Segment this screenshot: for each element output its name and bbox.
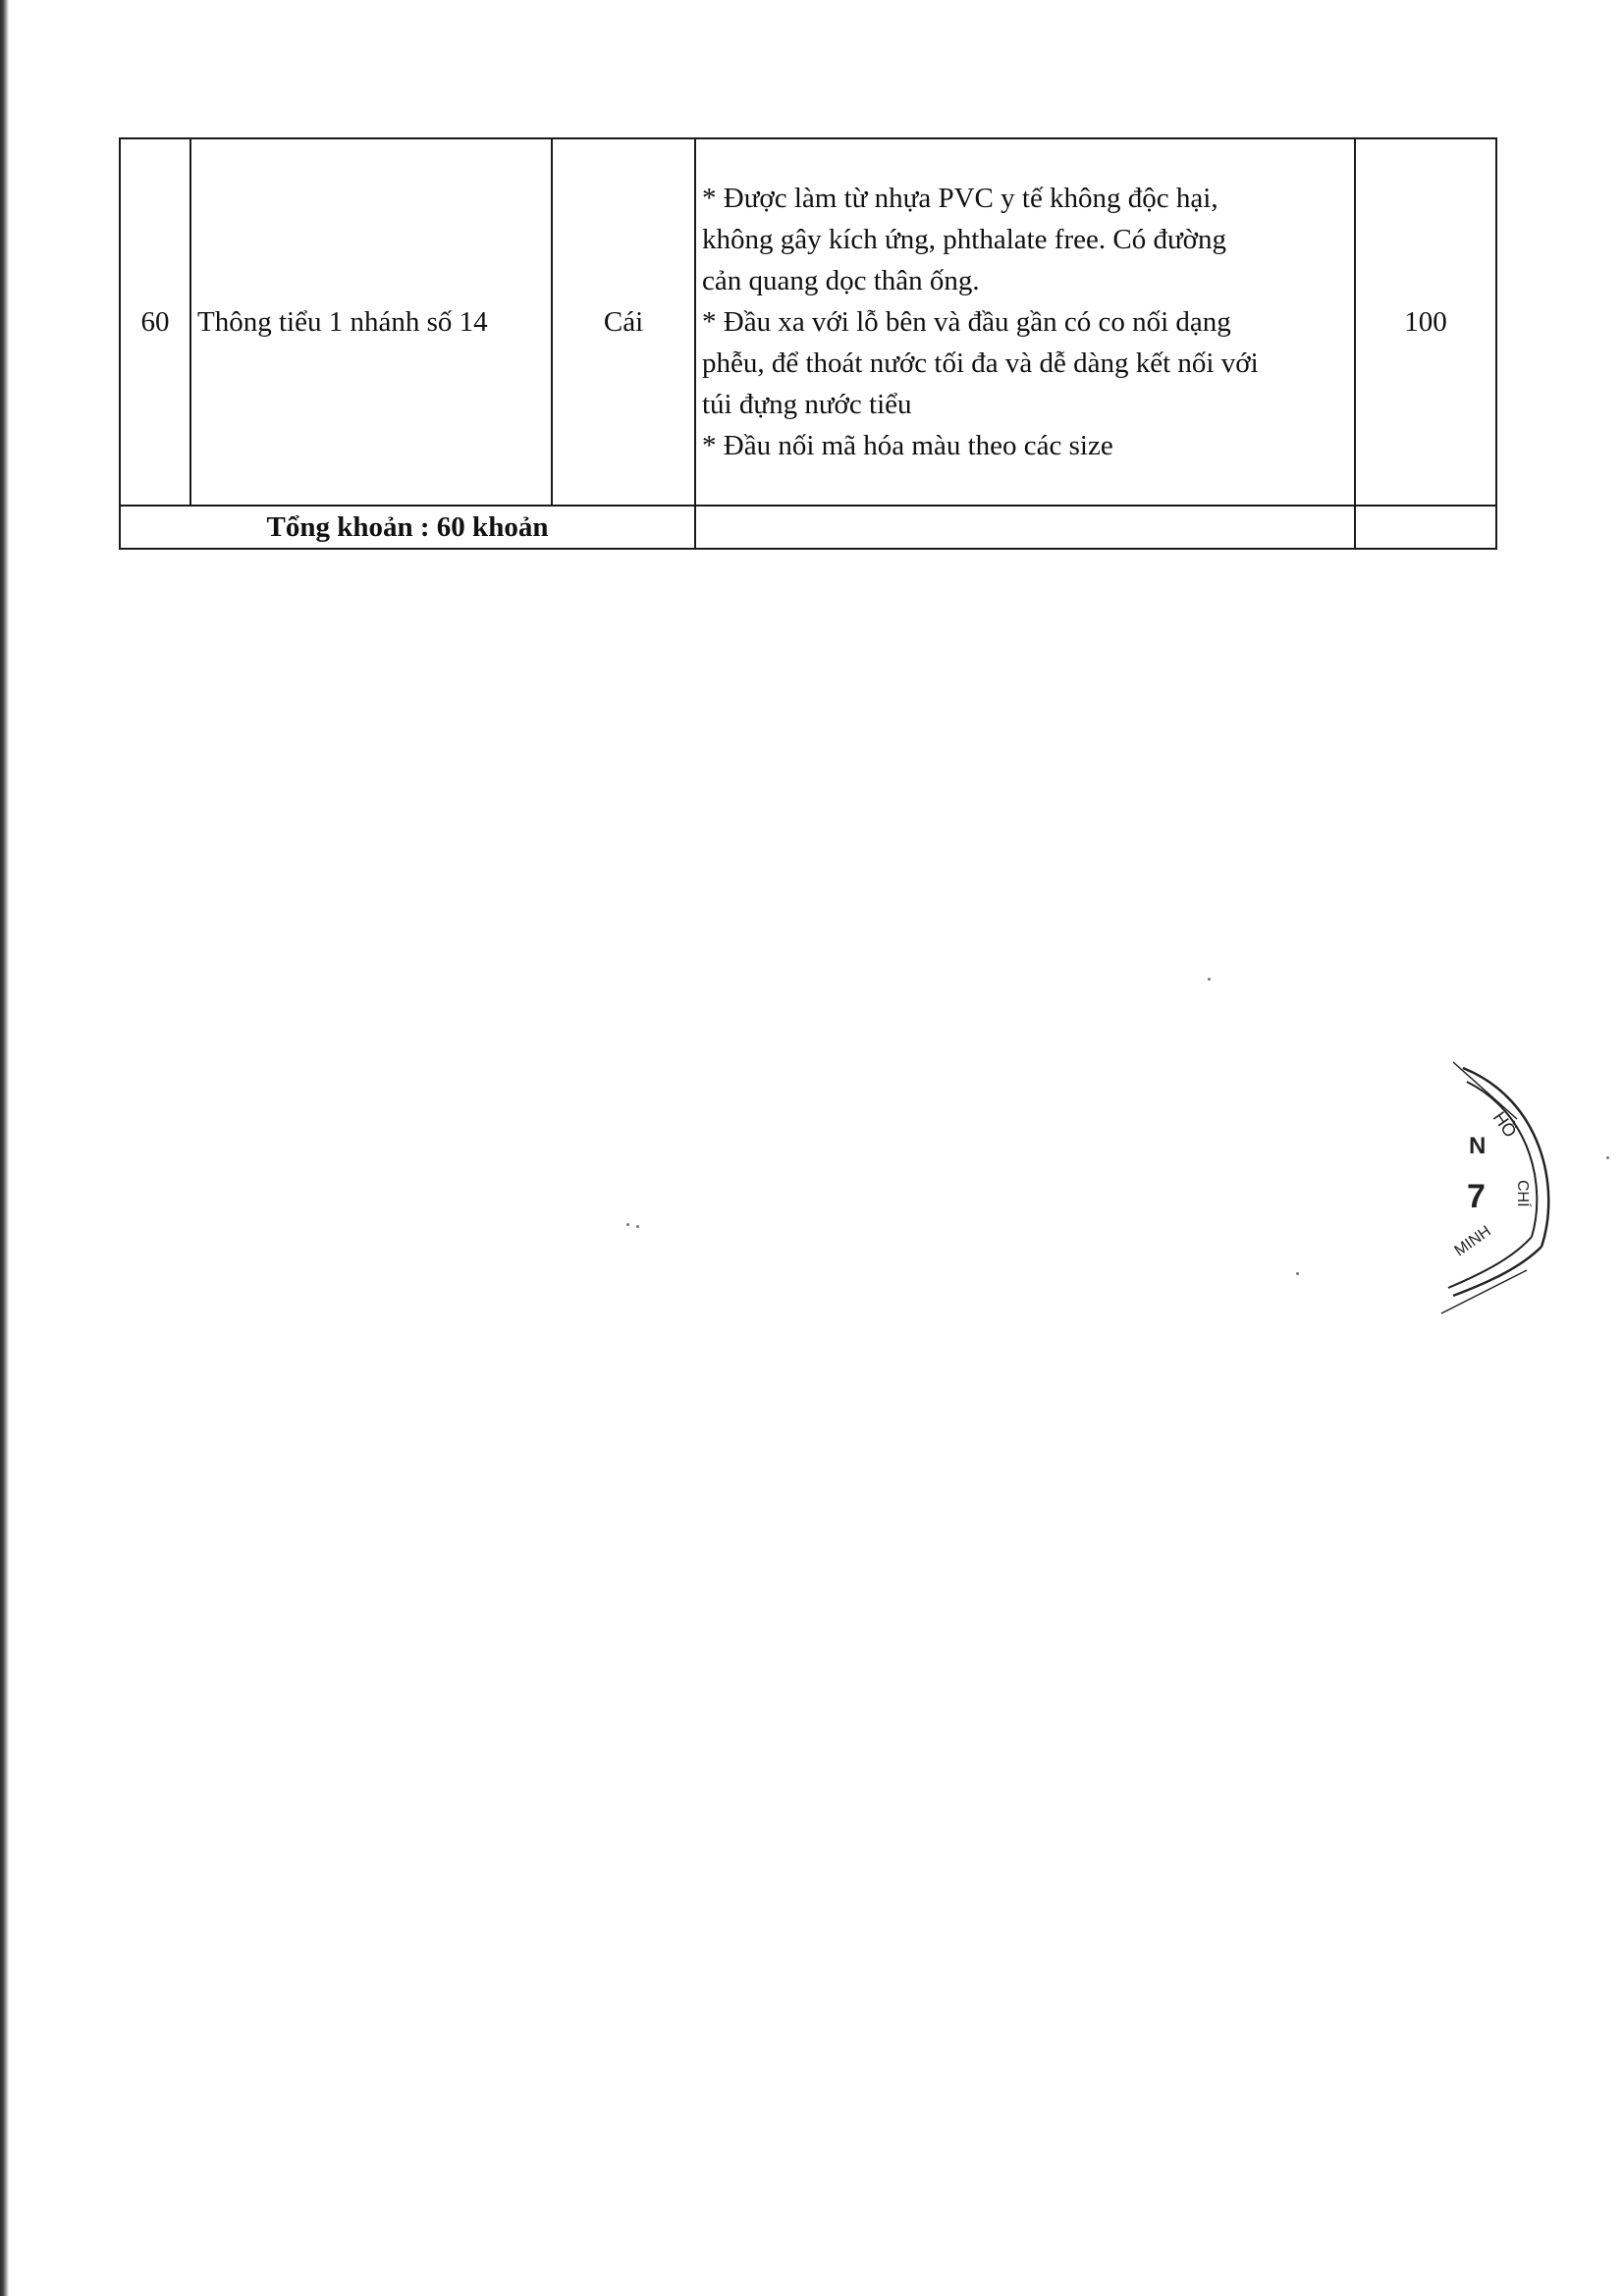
total-label: Tổng khoản : 60 khoản bbox=[120, 506, 695, 549]
item-table bbox=[119, 137, 1497, 550]
total-row bbox=[120, 506, 1496, 549]
spec-line: * Được làm từ nhựa PVC y tế không độc hại, bbox=[702, 183, 1218, 214]
item-name-cell: Thông tiểu 1 nhánh số 14 bbox=[190, 138, 552, 506]
total-spec-cell bbox=[695, 506, 1355, 549]
spec-cell bbox=[695, 138, 1355, 506]
scan-speck bbox=[1208, 978, 1211, 981]
svg-text:N: N bbox=[1469, 1133, 1487, 1159]
svg-text:7: 7 bbox=[1467, 1178, 1486, 1215]
quantity-cell: 100 bbox=[1355, 138, 1496, 506]
spec-line: túi đựng nước tiểu bbox=[702, 389, 912, 420]
spec-line: * Đầu nối mã hóa màu theo các size bbox=[702, 430, 1113, 461]
scan-edge bbox=[0, 0, 9, 2296]
spec-line: không gây kích ứng, phthalate free. Có đường bbox=[702, 224, 1227, 255]
spec-line: phễu, để thoát nước tối đa và dễ dàng kết nối với bbox=[702, 347, 1259, 379]
unit-cell: Cái bbox=[552, 138, 695, 506]
svg-text:HỒ: HỒ bbox=[1488, 1107, 1521, 1142]
total-qty-cell bbox=[1355, 506, 1496, 549]
spec-line: * Đầu xa với lỗ bên và đầu gần có co nối dạng bbox=[702, 306, 1231, 338]
scan-speck bbox=[626, 1223, 629, 1226]
table-row bbox=[120, 138, 1496, 506]
svg-text:MINH: MINH bbox=[1451, 1222, 1494, 1260]
svg-text:CHÍ: CHÍ bbox=[1514, 1180, 1531, 1207]
scan-speck bbox=[1296, 1272, 1299, 1275]
seal-stamp-icon bbox=[1424, 1060, 1571, 1315]
scan-speck bbox=[636, 1225, 639, 1228]
scan-speck bbox=[1606, 1156, 1609, 1159]
spec-line: cản quang dọc thân ống. bbox=[702, 265, 980, 296]
stt-cell: 60 bbox=[120, 138, 190, 506]
